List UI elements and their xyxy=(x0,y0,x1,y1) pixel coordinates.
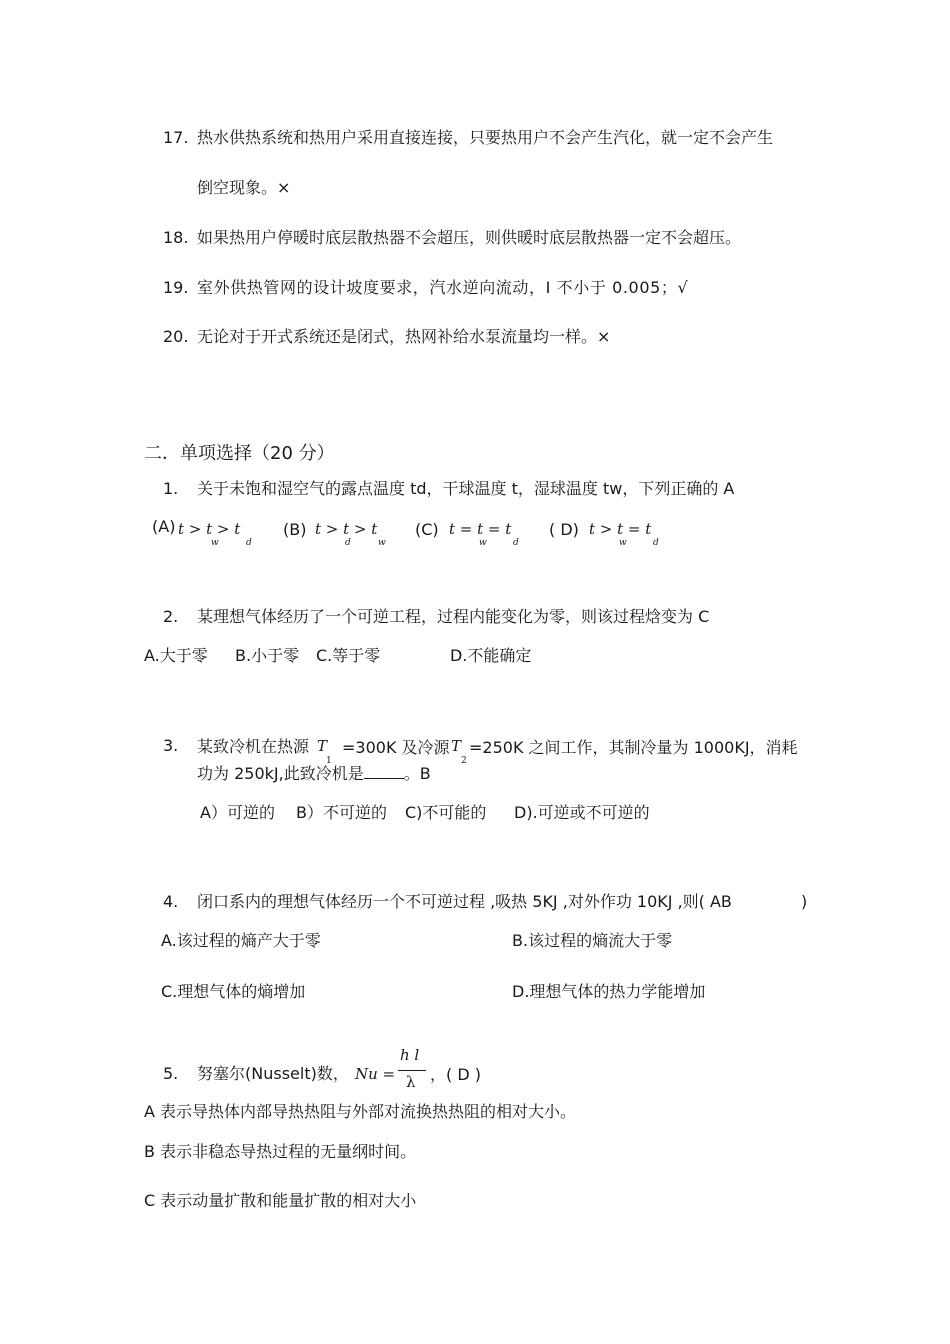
mc-q1-sub-c1: w xyxy=(479,538,487,548)
mc-q1-sub-b2: w xyxy=(378,538,386,548)
mc-q2-option-a: A.大于零 xyxy=(144,646,208,665)
mc-q5-fraction-bar xyxy=(398,1070,426,1071)
mc-q1-expr-b: t > t > t xyxy=(315,520,378,538)
mc-q2-text: 某理想气体经历了一个可逆工程，过程内能变化为零，则该过程焓变为 C xyxy=(197,607,710,626)
mc-q2-option-d: D.不能确定 xyxy=(450,646,532,665)
mc-q2-option-c: C.等于零 xyxy=(316,646,381,665)
mc-q3-option-d: D).可逆或不可逆的 xyxy=(514,803,650,822)
mc-q1-label-b: (B) xyxy=(283,520,307,539)
mc-q5-formula-lhs: Nu = xyxy=(355,1065,396,1083)
mc-q5-option-a: A 表示导热体内部导热热阻与外部对流换热热阻的相对大小。 xyxy=(144,1102,577,1121)
mc-q1-sub-c2: d xyxy=(513,538,519,548)
mc-q4-option-c: C.理想气体的熵增加 xyxy=(161,982,306,1001)
mc-q1-sub-a1: w xyxy=(211,538,219,548)
section-heading: 二．单项选择（20 分） xyxy=(144,443,335,464)
mc-q1-text: 关于未饱和湿空气的露点温度 td，干球温度 t，湿球温度 tw，下列正确的 A xyxy=(197,479,735,498)
mc-q3-t1-sub: 1 xyxy=(326,756,332,766)
mc-q3-text-pre: 某致冷机在热源 xyxy=(197,737,310,756)
mc-q5-denominator: λ xyxy=(406,1073,416,1091)
mc-q3-t2-value: =250K 之间工作，其制冷量为 1000KJ，消耗 xyxy=(469,738,798,757)
mc-q5-text-post: ，( D ) xyxy=(430,1065,481,1084)
q20-number: 20. xyxy=(163,327,189,346)
mc-q2-number: 2. xyxy=(163,607,179,626)
mc-q1-expr-d: t > t = t xyxy=(589,520,652,538)
mc-q5-option-c: C 表示动量扩散和能量扩散的相对大小 xyxy=(144,1191,417,1210)
mc-q3-t1-value: =300K 及冷源 xyxy=(342,738,450,757)
q19-text: 室外供热管网的设计坡度要求，汽水逆向流动，I 不小于 0.005；√ xyxy=(197,278,689,297)
mc-q3-blank xyxy=(364,764,404,779)
mc-q3-t2-symbol: T xyxy=(451,737,462,755)
mc-q4-close-paren: ) xyxy=(801,892,808,911)
mc-q2-option-b: B.小于零 xyxy=(235,646,300,665)
mc-q4-number: 4. xyxy=(163,892,179,911)
mc-q3-option-b: B）不可逆的 xyxy=(296,803,387,822)
q19-number: 19. xyxy=(163,278,189,297)
mc-q1-sub-d1: w xyxy=(619,538,627,548)
mc-q1-sub-b1: d xyxy=(345,538,351,548)
mc-q3-line2-post: 。B xyxy=(403,764,431,783)
mc-q4-option-a: A.该过程的熵产大于零 xyxy=(161,931,321,950)
mc-q4-text: 闭口系内的理想气体经历一个不可逆过程 ,吸热 5KJ ,对外作功 10KJ ,则( AB xyxy=(197,892,732,911)
mc-q1-number: 1. xyxy=(163,479,179,498)
q17-number: 17. xyxy=(163,128,189,147)
q20-text: 无论对于开式系统还是闭式，热网补给水泵流量均一样。× xyxy=(197,327,611,346)
mc-q3-t1-symbol: T xyxy=(317,737,328,755)
mc-q1-expr-a: t > t > t xyxy=(178,520,241,538)
mc-q5-text-pre: 努塞尔(Nusselt)数， xyxy=(197,1064,349,1083)
mc-q3-option-c: C)不可能的 xyxy=(405,803,487,822)
mc-q1-expr-c: t = t = t xyxy=(449,520,512,538)
mc-q5-numerator: h l xyxy=(400,1046,420,1064)
q18-text: 如果热用户停暖时底层散热器不会超压，则供暖时底层散热器一定不会超压。 xyxy=(197,228,742,247)
mc-q5-option-b: B 表示非稳态导热过程的无量纲时间。 xyxy=(144,1142,417,1161)
mc-q5-number: 5. xyxy=(163,1064,179,1083)
mc-q3-line2-pre: 功为 250kJ,此致冷机是 xyxy=(197,764,364,783)
mc-q1-label-c: (C) xyxy=(415,520,439,539)
mc-q3-t2-sub: 2 xyxy=(461,756,467,766)
mc-q4-option-b: B.该过程的熵流大于零 xyxy=(512,931,673,950)
mc-q4-option-d: D.理想气体的热力学能增加 xyxy=(512,982,706,1001)
mc-q3-text-line2 xyxy=(197,763,431,785)
mc-q1-sub-d2: d xyxy=(653,538,659,548)
mc-q3-number: 3. xyxy=(163,736,179,755)
q18-number: 18. xyxy=(163,228,189,247)
q17-text-line2: 倒空现象。× xyxy=(197,178,291,197)
mc-q5-fraction xyxy=(398,1046,428,1096)
mc-q1-sub-a2: d xyxy=(246,538,252,548)
mc-q1-label-d: ( D) xyxy=(549,520,579,539)
mc-q1-label-a: (A) xyxy=(152,517,176,536)
q17-text-line1: 热水供热系统和热用户采用直接连接，只要热用户不会产生汽化，就一定不会产生 xyxy=(197,128,774,147)
mc-q3-option-a: A）可逆的 xyxy=(200,803,275,822)
